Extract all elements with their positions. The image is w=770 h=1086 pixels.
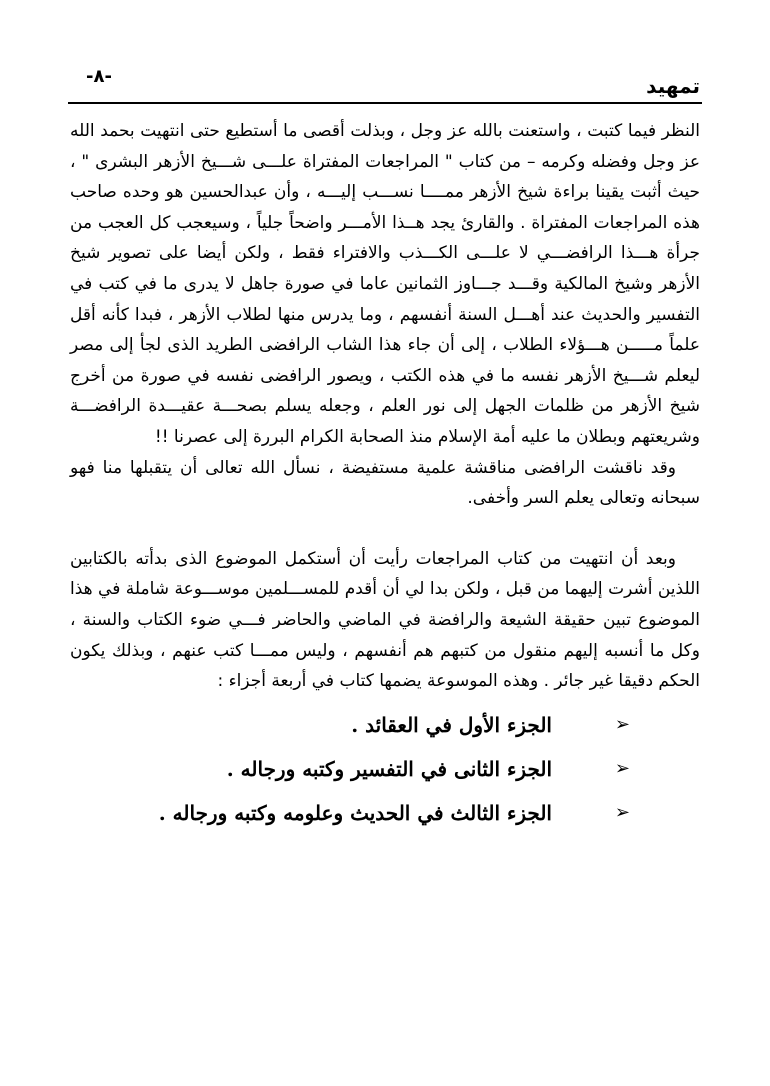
arrow-bullet-icon: ➢ — [614, 713, 630, 735]
part-label: الجزء الثانى في التفسير وكتبه ورجاله . — [226, 756, 552, 781]
chapter-title: تمهيد — [646, 74, 700, 98]
part-label: الجزء الأول في العقائد . — [351, 712, 552, 737]
paragraph-1: النظر فيما كتبت ، واستعنت بالله عز وجل ، وبذلت أقصى ما أستطيع حتى انتهيت بحمد الله عز وجل وفضله وكرمه – من كتاب " المراجعات المفتراة علـــى شـــيخ الأزهر البشرى " ، حيث أثبت يقينا براءة شيخ الأزهر ممــــا نســـب إليـــه ، وأن عبدالحسين هو وحده صاحب هذه المراجعات المفتراة . والقارئ يجد هــذا الأمـــر واضحاً جلياً ، وسيعجب كل العجب من جرأة هـــذا الرافضـــي لا علـــى الكـــذب والافتراء فقط ، ولكن أيضا على تصوير شيخ الأزهر وشيخ المالكية وقـــد جـــاوز الثمانين عاما في صورة جاهل لا يدرى ما في كتب في التفسير والحديث عند أهـــل السنة أنفسهم ، وما يدرس منها لطلاب الأزهر ، فبدا كأنه أقل علماً مـــــن هـــؤلاء الطلاب ، إلى أن جاء هذا الشاب الرافضى الطريد الذى لجأ إلى مصر ليعلم شـــيخ الأزهر نفسه ما في هذه الكتب ، ويصور الرافضى نفسه في صورة من أخرج شيخ الأزهر من ظلمات الجهل إلى نور العلم ، وجعله يسلم بصحـــة عقيـــدة الرافضـــة وشريعتهم وبطلان ما عليه أمة الإسلام منذ الصحابة الكرام البررة إلى عصرنا !! — [70, 121, 700, 447]
page-number: -٨- — [86, 66, 112, 87]
parts-list — [70, 703, 700, 835]
arrow-bullet-icon: ➢ — [614, 757, 630, 779]
part-label: الجزء الثالث في الحديث وعلومه وكتبه ورجاله . — [158, 800, 552, 825]
list-item-part-2 — [70, 747, 630, 791]
paragraph-2: وقد ناقشت الرافضى مناقشة علمية مستفيضة ، نسأل الله تعالى أن يتقبلها منا فهو سبحانه وتعالى يعلم السر وأخفى. — [70, 457, 700, 509]
header-divider — [68, 102, 702, 104]
list-item-part-3 — [70, 791, 630, 835]
arrow-bullet-icon: ➢ — [614, 801, 630, 823]
paragraph-3: وبعد أن انتهيت من كتاب المراجعات رأيت أن أستكمل الموضوع الذى بدأته بالكتابين اللذين أشرت إليهما من قبل ، ولكن بدا لي أن أقدم للمســـلمين موســـوعة شاملة في هذا الموضوع تبين حقيقة الشيعة والرافضة في الماضي والحاضر فـــي ضوء الكتاب والسنة ، وكل ما أنسبه إليهم منقول من كتبهم هم أنفسهم ، وليس ممـــا كتب عنهم ، وبذلك يكون الحكم دقيقا غير جائر . وهذه الموسوعة يضمها كتاب في أربعة أجزاء : — [70, 548, 700, 692]
list-item-part-1 — [70, 703, 630, 747]
page-body — [70, 116, 700, 835]
